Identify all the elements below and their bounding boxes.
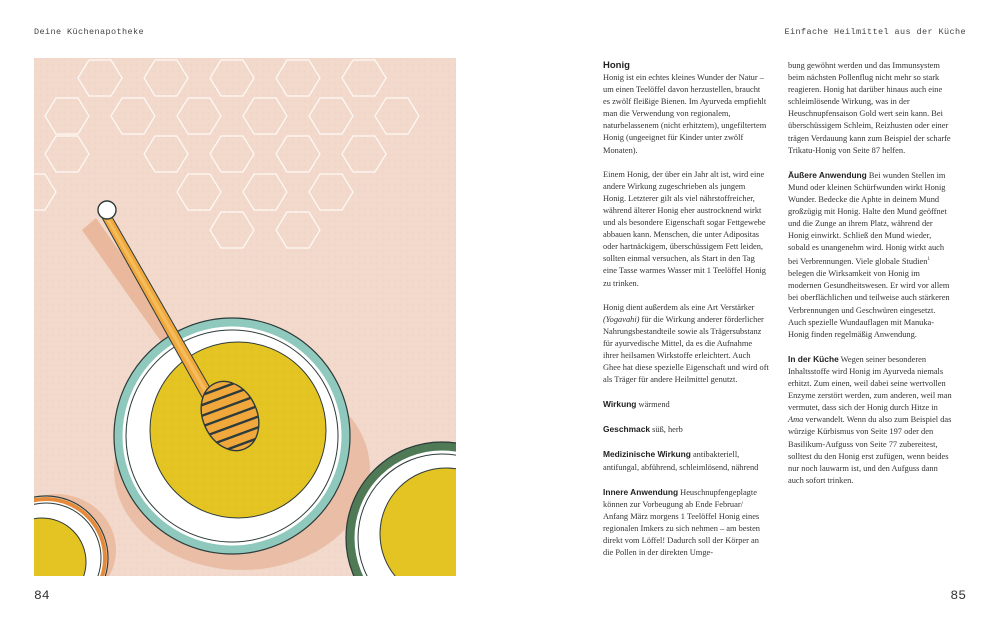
section-heading: Honig <box>603 60 630 71</box>
running-head-left: Deine Küchenapotheke <box>34 27 145 37</box>
property-aeussere-anwendung <box>788 169 954 341</box>
paragraph-text: Honig ist ein echtes kleines Wunder der Natur – um einen Teelöffel davon herzustellen, braucht es zwölf fleißige Bienen. Im Ayurveda empfiehlt man die Verwendung von regionalem, naturbelassenem (nicht erhitztem), ungefiltertem Honig (ungeeignet für Kinder unter zwölf Monaten). <box>603 73 767 155</box>
running-head-right: Einfache Heilmittel aus der Küche <box>784 27 966 37</box>
property-value: Heuschnupfengeplagte können zur Vorbeugung ab Ende Februar/ Anfang März morgens 1 Teelöffel Honig eines regionalen Imkers zu sich nehmen – am besten direkt vom Löffel! Dadurch soll der Körper an die Pollen in der direkten Umge- <box>603 487 760 558</box>
page-number-left: 84 <box>34 588 50 603</box>
property-value: Wegen seiner besonderen Inhaltsstoffe wird Honig im Ayurveda niemals erhitzt. Zum einen, weil dabei seine wertvollen Enzyme zerstört werden, zum anderen, weil man vermutet, dass sich der Honig durch Hitze in <box>788 354 952 413</box>
property-value: Bei wunden Stellen im Mund oder kleinen Schürfwunden wirkt Honig Wunder. Bedecke die Aphte in deinem Mund großzügig mit Honig. Halte den Mund geöffnet und die Zunge an ihrem Platz, während der Honig einwirkt. Schließ den Mund wieder, sobald es unangenehm wird. Honig wirkt auch bei Verbrennungen. Viele globale Studien <box>788 170 947 267</box>
property-geschmack <box>603 423 769 436</box>
honey-bowl-artwork <box>34 58 456 576</box>
property-value: belegen die Wirksamkeit von Honig im modernen Gesundheitswesen. Er wird vor allem bei oberflächlichen und teilweise auch stärkeren Verbrennungen und Geschwüren eingesetzt. Auch spezielle Wundauflagen mit Manuka-Honig finden regelmäßig Anwendung. <box>788 269 950 339</box>
paragraph-yogavahi <box>603 302 769 387</box>
text-column-2 <box>788 60 954 499</box>
paragraph-text: Honig dient außerdem als eine Art Verstärker <box>603 302 755 312</box>
text-column-1 <box>603 60 769 571</box>
property-value: verwandelt. Wenn du also zum Beispiel das würzige Kürbismus von Seite 197 oder den Basilikum-Aufguss von Seite 77 zubereitest, solltest du den Honig erst zufügen, wenn beides nur noch lauwarm ist, und den Aufguss dann auch sofort trinken. <box>788 415 952 485</box>
property-wirkung <box>603 398 769 411</box>
italic-term: (Yogavahi) <box>603 314 640 324</box>
property-value: wärmend <box>636 400 670 410</box>
footnote-marker: 1 <box>927 257 930 263</box>
property-label: Äußere Anwendung <box>788 169 867 180</box>
property-value: antibakteriell, antifungal, abführend, schleimlösend, nährend <box>603 450 759 472</box>
property-medizinische-wirkung <box>603 448 769 473</box>
italic-term: Ama <box>788 415 804 425</box>
page-number-right: 85 <box>950 588 966 603</box>
property-label: Medizinische Wirkung <box>603 449 691 460</box>
property-label: Wirkung <box>603 399 637 410</box>
property-innere-anwendung <box>603 486 769 560</box>
paragraph-honig <box>603 60 769 157</box>
property-label: Geschmack <box>603 424 651 435</box>
paragraph-text: Einem Honig, der über ein Jahr alt ist, wird eine andere Wirkung zugeschrieben als jungem Honig. Letzterer gilt als viel nährstoffreicher, während älterer Honig eher austrocknend wirkt und als besondere Eigenschaft sogar Fettgewebe abbauen kann. Menschen, die unter Adipositas oder hartnäckigem, überschüssigem Fett leiden, sollten einmal versuchen, als Start in den Tag eine Tasse warmes Wasser mit 1 Teelöffel Honig zu trinken. <box>603 169 766 288</box>
paragraph-text: bung gewöhnt werden und das Immunsystem beim nächsten Pollenflug nicht mehr so stark reagieren. Honig hat darüber hinaus auch eine schleimlösende Wirkung, was in der Heuschnupfensaison Gold wert sein kann. Bei überschüssigem Schleim, Reizhusten oder einer trägen Verdauung kann zum Beispiel der scharfe Trikatu-Honig von Seite 87 helfen. <box>788 61 951 155</box>
paragraph-text: für die Wirkung anderer förderlicher Nahrungsbestandteile sowie als Trägersubstanz für ayurvedische Mittel, da es die Aufnahme ihrer heilsamen Wirkstoffe erleichtert. Auch Ghee hat diese spezielle Eigenschaft und wird oft als Träger für andere Heilmittel genutzt. <box>603 314 769 385</box>
honey-illustration <box>34 58 456 576</box>
property-label: In der Küche <box>788 353 839 364</box>
property-value: süß, herb <box>650 425 683 435</box>
property-label: Innere Anwendung <box>603 486 679 497</box>
property-in-der-kueche <box>788 353 954 487</box>
